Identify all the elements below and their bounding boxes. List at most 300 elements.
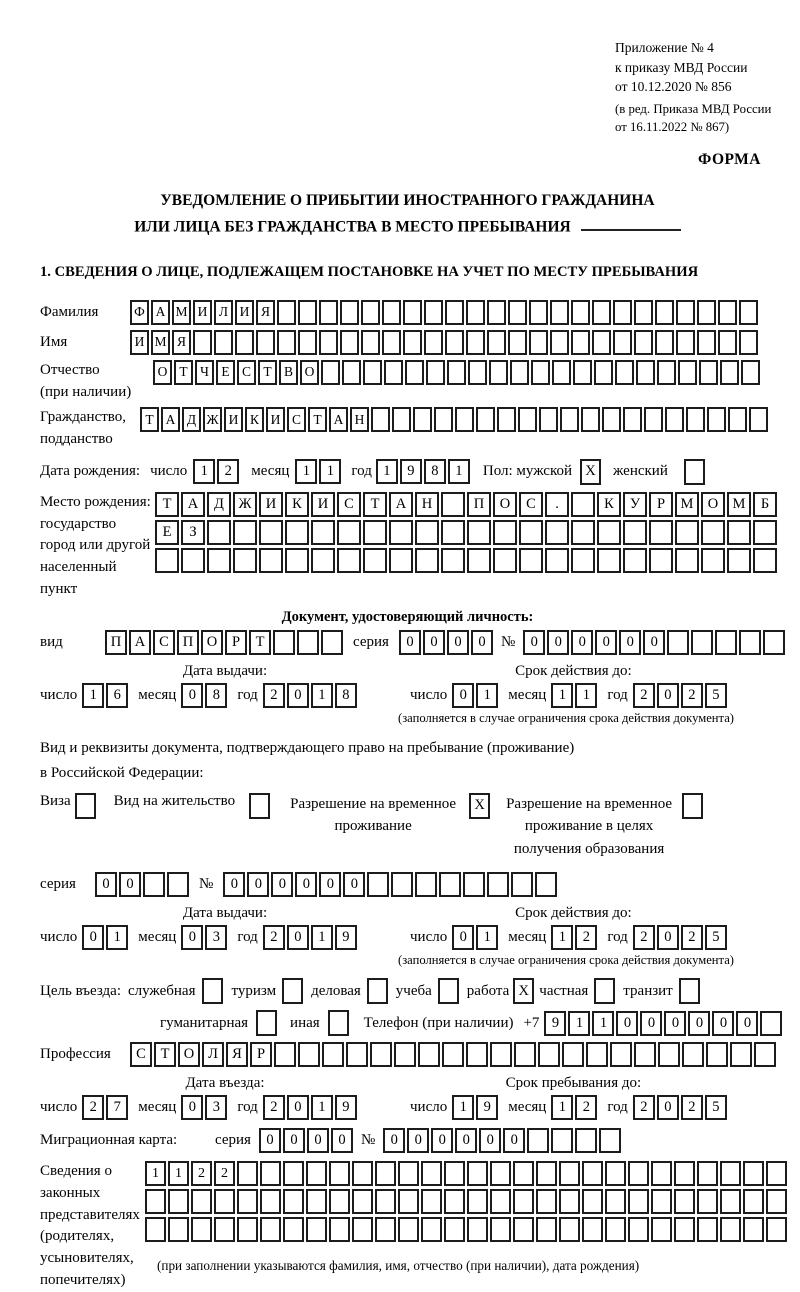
- char-cell[interactable]: [559, 1189, 580, 1214]
- char-cell[interactable]: [674, 1161, 695, 1186]
- char-cell[interactable]: [529, 300, 548, 325]
- char-cell[interactable]: [444, 1161, 465, 1186]
- char-cell[interactable]: [536, 1217, 557, 1242]
- char-cell[interactable]: [403, 300, 422, 325]
- char-cell[interactable]: 0: [82, 925, 104, 950]
- char-cell[interactable]: И: [224, 407, 243, 432]
- char-cell[interactable]: 9: [544, 1011, 566, 1036]
- char-cell[interactable]: 0: [712, 1011, 734, 1036]
- char-cell[interactable]: [760, 1011, 782, 1036]
- char-cell[interactable]: 0: [95, 872, 117, 897]
- char-cell[interactable]: [550, 330, 569, 355]
- char-cell[interactable]: [667, 630, 689, 655]
- char-cell[interactable]: 0: [523, 630, 545, 655]
- char-cell[interactable]: [739, 630, 761, 655]
- char-cell[interactable]: [441, 548, 465, 573]
- char-cell[interactable]: 0: [423, 630, 445, 655]
- char-cell[interactable]: [766, 1161, 787, 1186]
- char-cell[interactable]: [490, 1217, 511, 1242]
- char-cell[interactable]: 1: [452, 1095, 474, 1120]
- char-cell[interactable]: Я: [256, 300, 275, 325]
- char-cell[interactable]: 5: [705, 683, 727, 708]
- char-cell[interactable]: [468, 360, 487, 385]
- char-cell[interactable]: [424, 330, 443, 355]
- char-cell[interactable]: [487, 872, 509, 897]
- char-cell[interactable]: [649, 520, 673, 545]
- purpose-official-checkbox[interactable]: [202, 978, 223, 1004]
- purpose-work-checkbox[interactable]: X: [513, 978, 534, 1004]
- char-cell[interactable]: [581, 407, 600, 432]
- char-cell[interactable]: [594, 360, 613, 385]
- char-cell[interactable]: И: [311, 492, 335, 517]
- char-cell[interactable]: 0: [736, 1011, 758, 1036]
- char-cell[interactable]: [371, 407, 390, 432]
- char-cell[interactable]: [237, 1189, 258, 1214]
- char-cell[interactable]: [444, 1217, 465, 1242]
- char-cell[interactable]: [552, 360, 571, 385]
- char-cell[interactable]: 0: [479, 1128, 501, 1153]
- char-cell[interactable]: [155, 548, 179, 573]
- char-cell[interactable]: М: [151, 330, 170, 355]
- char-cell[interactable]: [490, 1042, 512, 1067]
- char-cell[interactable]: 0: [181, 1095, 203, 1120]
- char-cell[interactable]: [181, 548, 205, 573]
- char-cell[interactable]: [655, 300, 674, 325]
- char-cell[interactable]: Т: [155, 492, 179, 517]
- char-cell[interactable]: [337, 520, 361, 545]
- char-cell[interactable]: [487, 300, 506, 325]
- char-cell[interactable]: [699, 360, 718, 385]
- char-cell[interactable]: 0: [688, 1011, 710, 1036]
- char-cell[interactable]: [571, 330, 590, 355]
- char-cell[interactable]: 1: [448, 459, 470, 484]
- char-cell[interactable]: [753, 548, 777, 573]
- char-cell[interactable]: Т: [154, 1042, 176, 1067]
- char-cell[interactable]: [434, 407, 453, 432]
- char-cell[interactable]: [342, 360, 361, 385]
- char-cell[interactable]: [493, 520, 517, 545]
- char-cell[interactable]: [389, 548, 413, 573]
- char-cell[interactable]: [510, 360, 529, 385]
- char-cell[interactable]: О: [178, 1042, 200, 1067]
- char-cell[interactable]: [363, 520, 387, 545]
- char-cell[interactable]: Ж: [233, 492, 257, 517]
- char-cell[interactable]: [701, 548, 725, 573]
- char-cell[interactable]: [573, 360, 592, 385]
- char-cell[interactable]: 3: [205, 1095, 227, 1120]
- char-cell[interactable]: И: [193, 300, 212, 325]
- char-cell[interactable]: [605, 1161, 626, 1186]
- char-cell[interactable]: 0: [181, 683, 203, 708]
- char-cell[interactable]: [559, 1217, 580, 1242]
- char-cell[interactable]: [445, 300, 464, 325]
- char-cell[interactable]: О: [153, 360, 172, 385]
- char-cell[interactable]: 1: [145, 1161, 166, 1186]
- char-cell[interactable]: 0: [452, 925, 474, 950]
- char-cell[interactable]: 1: [476, 683, 498, 708]
- char-cell[interactable]: [628, 1189, 649, 1214]
- char-cell[interactable]: [233, 520, 257, 545]
- char-cell[interactable]: 2: [214, 1161, 235, 1186]
- char-cell[interactable]: [718, 330, 737, 355]
- char-cell[interactable]: [586, 1042, 608, 1067]
- char-cell[interactable]: Я: [172, 330, 191, 355]
- char-cell[interactable]: 1: [106, 925, 128, 950]
- char-cell[interactable]: 0: [471, 630, 493, 655]
- char-cell[interactable]: 2: [633, 1095, 655, 1120]
- char-cell[interactable]: [728, 407, 747, 432]
- char-cell[interactable]: [560, 407, 579, 432]
- char-cell[interactable]: [697, 1217, 718, 1242]
- char-cell[interactable]: [539, 407, 558, 432]
- char-cell[interactable]: [538, 1042, 560, 1067]
- char-cell[interactable]: [389, 520, 413, 545]
- char-cell[interactable]: [352, 1217, 373, 1242]
- char-cell[interactable]: [649, 548, 673, 573]
- char-cell[interactable]: Р: [649, 492, 673, 517]
- char-cell[interactable]: 0: [503, 1128, 525, 1153]
- char-cell[interactable]: [277, 300, 296, 325]
- char-cell[interactable]: [513, 1217, 534, 1242]
- char-cell[interactable]: [363, 548, 387, 573]
- char-cell[interactable]: [382, 300, 401, 325]
- char-cell[interactable]: С: [519, 492, 543, 517]
- char-cell[interactable]: О: [701, 492, 725, 517]
- char-cell[interactable]: [715, 630, 737, 655]
- char-cell[interactable]: [207, 520, 231, 545]
- char-cell[interactable]: 6: [106, 683, 128, 708]
- char-cell[interactable]: [739, 330, 758, 355]
- char-cell[interactable]: [384, 360, 403, 385]
- char-cell[interactable]: 8: [335, 683, 357, 708]
- char-cell[interactable]: [283, 1217, 304, 1242]
- char-cell[interactable]: 3: [205, 925, 227, 950]
- char-cell[interactable]: 0: [307, 1128, 329, 1153]
- char-cell[interactable]: 0: [271, 872, 293, 897]
- char-cell[interactable]: [329, 1161, 350, 1186]
- char-cell[interactable]: [545, 520, 569, 545]
- char-cell[interactable]: [321, 630, 343, 655]
- char-cell[interactable]: .: [545, 492, 569, 517]
- char-cell[interactable]: Б: [753, 492, 777, 517]
- char-cell[interactable]: [644, 407, 663, 432]
- char-cell[interactable]: Т: [174, 360, 193, 385]
- char-cell[interactable]: [168, 1217, 189, 1242]
- char-cell[interactable]: 0: [640, 1011, 662, 1036]
- char-cell[interactable]: 9: [476, 1095, 498, 1120]
- char-cell[interactable]: [571, 492, 595, 517]
- char-cell[interactable]: [674, 1217, 695, 1242]
- char-cell[interactable]: [658, 1042, 680, 1067]
- char-cell[interactable]: [421, 1189, 442, 1214]
- char-cell[interactable]: [720, 360, 739, 385]
- char-cell[interactable]: П: [467, 492, 491, 517]
- char-cell[interactable]: [306, 1161, 327, 1186]
- char-cell[interactable]: [610, 1042, 632, 1067]
- char-cell[interactable]: [628, 1217, 649, 1242]
- char-cell[interactable]: [651, 1161, 672, 1186]
- char-cell[interactable]: [511, 872, 533, 897]
- char-cell[interactable]: М: [727, 492, 751, 517]
- char-cell[interactable]: 0: [447, 630, 469, 655]
- char-cell[interactable]: 0: [223, 872, 245, 897]
- char-cell[interactable]: [682, 1042, 704, 1067]
- char-cell[interactable]: [260, 1161, 281, 1186]
- char-cell[interactable]: [605, 1189, 626, 1214]
- char-cell[interactable]: [766, 1189, 787, 1214]
- char-cell[interactable]: И: [235, 300, 254, 325]
- char-cell[interactable]: [636, 360, 655, 385]
- char-cell[interactable]: [623, 407, 642, 432]
- char-cell[interactable]: [602, 407, 621, 432]
- char-cell[interactable]: [519, 520, 543, 545]
- char-cell[interactable]: О: [493, 492, 517, 517]
- char-cell[interactable]: У: [623, 492, 647, 517]
- char-cell[interactable]: [678, 360, 697, 385]
- char-cell[interactable]: [466, 300, 485, 325]
- char-cell[interactable]: [145, 1189, 166, 1214]
- char-cell[interactable]: [497, 407, 516, 432]
- char-cell[interactable]: [493, 548, 517, 573]
- char-cell[interactable]: [686, 407, 705, 432]
- char-cell[interactable]: [657, 360, 676, 385]
- char-cell[interactable]: 0: [452, 683, 474, 708]
- char-cell[interactable]: 1: [168, 1161, 189, 1186]
- char-cell[interactable]: [235, 330, 254, 355]
- char-cell[interactable]: 1: [319, 459, 341, 484]
- char-cell[interactable]: [394, 1042, 416, 1067]
- char-cell[interactable]: 5: [705, 1095, 727, 1120]
- char-cell[interactable]: [415, 520, 439, 545]
- char-cell[interactable]: [298, 330, 317, 355]
- char-cell[interactable]: [421, 1161, 442, 1186]
- char-cell[interactable]: [298, 1042, 320, 1067]
- char-cell[interactable]: [613, 330, 632, 355]
- char-cell[interactable]: 0: [657, 683, 679, 708]
- char-cell[interactable]: [536, 1161, 557, 1186]
- char-cell[interactable]: [489, 360, 508, 385]
- char-cell[interactable]: Т: [308, 407, 327, 432]
- char-cell[interactable]: 0: [287, 1095, 309, 1120]
- char-cell[interactable]: 0: [547, 630, 569, 655]
- visa-checkbox[interactable]: [75, 793, 96, 819]
- char-cell[interactable]: [283, 1189, 304, 1214]
- char-cell[interactable]: 0: [283, 1128, 305, 1153]
- char-cell[interactable]: [283, 1161, 304, 1186]
- purpose-study-checkbox[interactable]: [438, 978, 459, 1004]
- char-cell[interactable]: А: [181, 492, 205, 517]
- char-cell[interactable]: [297, 630, 319, 655]
- char-cell[interactable]: Д: [182, 407, 201, 432]
- purpose-humanitarian-checkbox[interactable]: [256, 1010, 277, 1036]
- char-cell[interactable]: 9: [335, 925, 357, 950]
- char-cell[interactable]: 1: [476, 925, 498, 950]
- char-cell[interactable]: О: [201, 630, 223, 655]
- char-cell[interactable]: 1: [311, 1095, 333, 1120]
- char-cell[interactable]: [531, 360, 550, 385]
- char-cell[interactable]: [367, 872, 389, 897]
- char-cell[interactable]: [571, 520, 595, 545]
- char-cell[interactable]: [415, 548, 439, 573]
- char-cell[interactable]: М: [675, 492, 699, 517]
- char-cell[interactable]: [439, 872, 461, 897]
- char-cell[interactable]: 2: [191, 1161, 212, 1186]
- char-cell[interactable]: 0: [657, 925, 679, 950]
- char-cell[interactable]: [375, 1217, 396, 1242]
- char-cell[interactable]: 0: [643, 630, 665, 655]
- char-cell[interactable]: 0: [319, 872, 341, 897]
- char-cell[interactable]: [743, 1217, 764, 1242]
- char-cell[interactable]: [727, 548, 751, 573]
- char-cell[interactable]: [191, 1189, 212, 1214]
- char-cell[interactable]: [306, 1217, 327, 1242]
- char-cell[interactable]: 0: [657, 1095, 679, 1120]
- char-cell[interactable]: 2: [263, 683, 285, 708]
- char-cell[interactable]: [582, 1189, 603, 1214]
- char-cell[interactable]: А: [389, 492, 413, 517]
- char-cell[interactable]: [766, 1217, 787, 1242]
- char-cell[interactable]: [634, 300, 653, 325]
- char-cell[interactable]: [674, 1189, 695, 1214]
- char-cell[interactable]: [413, 407, 432, 432]
- sex-male-checkbox[interactable]: X: [580, 459, 601, 485]
- char-cell[interactable]: [340, 300, 359, 325]
- char-cell[interactable]: [754, 1042, 776, 1067]
- purpose-private-checkbox[interactable]: [594, 978, 615, 1004]
- char-cell[interactable]: 0: [119, 872, 141, 897]
- char-cell[interactable]: [513, 1189, 534, 1214]
- char-cell[interactable]: [535, 872, 557, 897]
- char-cell[interactable]: [720, 1217, 741, 1242]
- char-cell[interactable]: [529, 330, 548, 355]
- char-cell[interactable]: [527, 1128, 549, 1153]
- char-cell[interactable]: [311, 520, 335, 545]
- char-cell[interactable]: [605, 1217, 626, 1242]
- char-cell[interactable]: [519, 548, 543, 573]
- char-cell[interactable]: 1: [311, 925, 333, 950]
- char-cell[interactable]: [575, 1128, 597, 1153]
- char-cell[interactable]: [285, 548, 309, 573]
- char-cell[interactable]: [329, 1217, 350, 1242]
- char-cell[interactable]: [487, 330, 506, 355]
- char-cell[interactable]: [467, 520, 491, 545]
- char-cell[interactable]: [508, 330, 527, 355]
- char-cell[interactable]: 0: [181, 925, 203, 950]
- char-cell[interactable]: [675, 548, 699, 573]
- purpose-other-checkbox[interactable]: [328, 1010, 349, 1036]
- char-cell[interactable]: 0: [331, 1128, 353, 1153]
- char-cell[interactable]: [628, 1161, 649, 1186]
- char-cell[interactable]: [214, 1189, 235, 1214]
- char-cell[interactable]: Т: [363, 492, 387, 517]
- char-cell[interactable]: 0: [571, 630, 593, 655]
- char-cell[interactable]: [259, 548, 283, 573]
- char-cell[interactable]: [634, 1042, 656, 1067]
- char-cell[interactable]: 1: [82, 683, 104, 708]
- char-cell[interactable]: [651, 1217, 672, 1242]
- char-cell[interactable]: [562, 1042, 584, 1067]
- char-cell[interactable]: Я: [226, 1042, 248, 1067]
- char-cell[interactable]: 2: [263, 1095, 285, 1120]
- char-cell[interactable]: 1: [575, 683, 597, 708]
- char-cell[interactable]: [697, 300, 716, 325]
- char-cell[interactable]: 2: [263, 925, 285, 950]
- char-cell[interactable]: [168, 1189, 189, 1214]
- char-cell[interactable]: 7: [106, 1095, 128, 1120]
- char-cell[interactable]: 0: [247, 872, 269, 897]
- char-cell[interactable]: [311, 548, 335, 573]
- char-cell[interactable]: [321, 360, 340, 385]
- char-cell[interactable]: [691, 630, 713, 655]
- char-cell[interactable]: [551, 1128, 573, 1153]
- char-cell[interactable]: [571, 300, 590, 325]
- char-cell[interactable]: [707, 407, 726, 432]
- char-cell[interactable]: Р: [225, 630, 247, 655]
- char-cell[interactable]: [346, 1042, 368, 1067]
- char-cell[interactable]: [545, 548, 569, 573]
- char-cell[interactable]: Е: [216, 360, 235, 385]
- char-cell[interactable]: 1: [295, 459, 317, 484]
- char-cell[interactable]: 0: [407, 1128, 429, 1153]
- char-cell[interactable]: [467, 1217, 488, 1242]
- char-cell[interactable]: 2: [633, 683, 655, 708]
- char-cell[interactable]: [445, 330, 464, 355]
- char-cell[interactable]: [466, 330, 485, 355]
- char-cell[interactable]: [730, 1042, 752, 1067]
- char-cell[interactable]: Ч: [195, 360, 214, 385]
- char-cell[interactable]: И: [259, 492, 283, 517]
- char-cell[interactable]: [352, 1161, 373, 1186]
- char-cell[interactable]: [665, 407, 684, 432]
- char-cell[interactable]: [237, 1161, 258, 1186]
- char-cell[interactable]: О: [300, 360, 319, 385]
- char-cell[interactable]: [743, 1189, 764, 1214]
- char-cell[interactable]: 1: [551, 683, 573, 708]
- char-cell[interactable]: С: [153, 630, 175, 655]
- char-cell[interactable]: [370, 1042, 392, 1067]
- char-cell[interactable]: [550, 300, 569, 325]
- char-cell[interactable]: [508, 300, 527, 325]
- char-cell[interactable]: [623, 520, 647, 545]
- char-cell[interactable]: П: [177, 630, 199, 655]
- char-cell[interactable]: [426, 360, 445, 385]
- char-cell[interactable]: [718, 300, 737, 325]
- purpose-tourism-checkbox[interactable]: [282, 978, 303, 1004]
- char-cell[interactable]: 0: [343, 872, 365, 897]
- char-cell[interactable]: 0: [399, 630, 421, 655]
- char-cell[interactable]: [375, 1161, 396, 1186]
- char-cell[interactable]: С: [337, 492, 361, 517]
- char-cell[interactable]: [237, 1217, 258, 1242]
- char-cell[interactable]: 0: [595, 630, 617, 655]
- char-cell[interactable]: [582, 1161, 603, 1186]
- char-cell[interactable]: [233, 548, 257, 573]
- char-cell[interactable]: 8: [424, 459, 446, 484]
- char-cell[interactable]: 1: [311, 683, 333, 708]
- char-cell[interactable]: [391, 872, 413, 897]
- char-cell[interactable]: [490, 1189, 511, 1214]
- char-cell[interactable]: [623, 548, 647, 573]
- char-cell[interactable]: 0: [664, 1011, 686, 1036]
- char-cell[interactable]: [306, 1189, 327, 1214]
- char-cell[interactable]: [392, 407, 411, 432]
- char-cell[interactable]: [720, 1189, 741, 1214]
- char-cell[interactable]: В: [279, 360, 298, 385]
- char-cell[interactable]: [513, 1161, 534, 1186]
- char-cell[interactable]: А: [161, 407, 180, 432]
- char-cell[interactable]: 0: [287, 925, 309, 950]
- char-cell[interactable]: [727, 520, 751, 545]
